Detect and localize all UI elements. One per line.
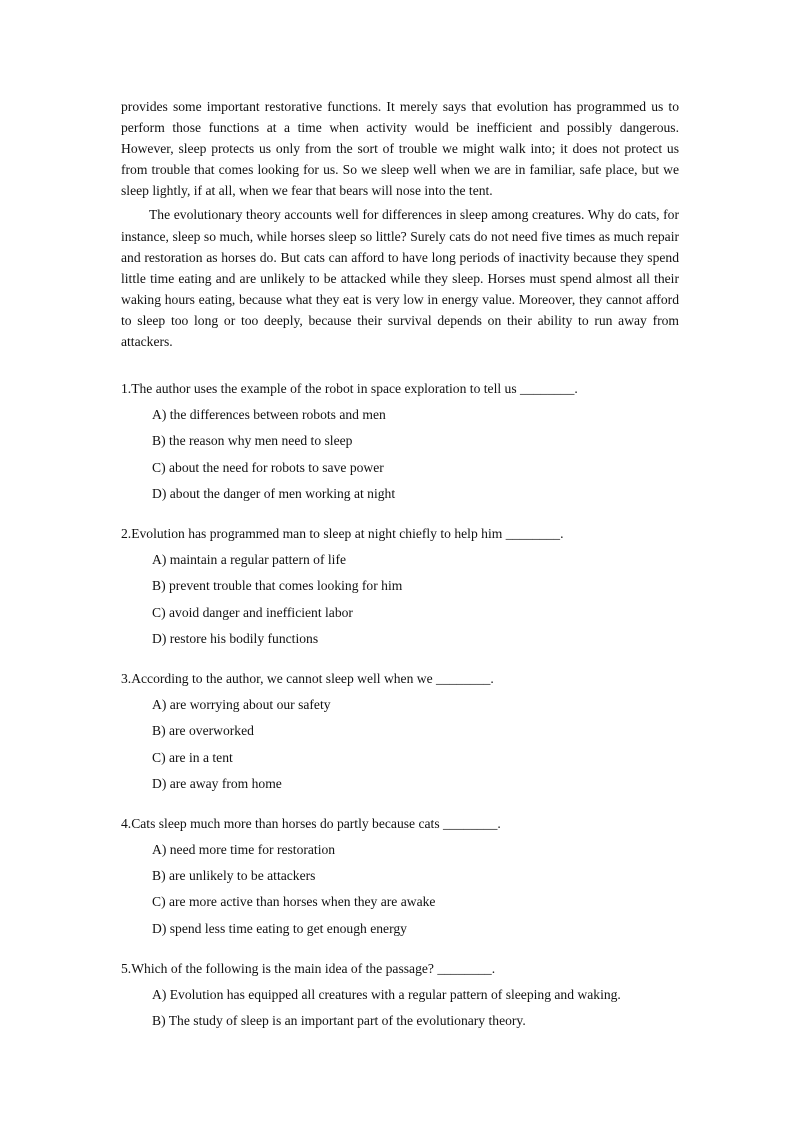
option-c: C) about the need for robots to save power [152, 459, 384, 475]
option-a: A) need more time for restoration [152, 841, 336, 857]
option-c: C) avoid danger and inefficient labor [152, 604, 353, 620]
option-d: D) are away from home [152, 775, 282, 791]
question-4 [121, 814, 679, 939]
question-5 [121, 959, 679, 1031]
passage-paragraph-1: provides some important restorative functions. It merely says that evolution has programmed us to perform those functions at a time when activity would be inefficient and possibly dangerous. However, sleep protects us only from the sort of trouble we might walk into; it does not protect us from trouble that comes looking for us. So we sleep well when we are in familiar, safe place, but we sleep lightly, if at all, when we fear that bears will nose into the tent. [121, 99, 679, 199]
option-list [121, 695, 679, 794]
option-b: B) are overworked [152, 723, 254, 739]
option-list [121, 840, 679, 939]
option-a: A) are worrying about our safety [152, 696, 331, 712]
document-page [121, 96, 679, 1051]
passage-paragraph-2: The evolutionary theory accounts well for differences in sleep among creatures. Why do cats, for instance, sleep so much, while horses sleep so little? Surely cats do not need five times as much repair and restoration as horses do. But cats can afford to have long periods of inactivity because they spend little time eating and are unlikely to be attacked while they sleep. Horses must spend almost all their waking hours eating, because what they eat is very low in energy value. Moreover, they cannot afford to sleep too long or too deeply, because their survival depends on their ability to run away from attackers. [121, 207, 679, 350]
question-stem: 2.Evolution has programmed man to sleep at night chiefly to help him ________. [121, 526, 564, 542]
option-b: B) The study of sleep is an important part of the evolutionary theory. [152, 1012, 526, 1028]
option-d: D) spend less time eating to get enough energy [152, 920, 407, 936]
option-b: B) the reason why men need to sleep [152, 433, 353, 449]
option-list [121, 550, 679, 649]
question-3 [121, 669, 679, 794]
option-list [121, 985, 679, 1031]
question-stem: 3.According to the author, we cannot sleep well when we ________. [121, 670, 494, 686]
question-stem: 4.Cats sleep much more than horses do partly because cats ________. [121, 815, 501, 831]
option-b: B) prevent trouble that comes looking for him [152, 578, 403, 594]
option-a: A) maintain a regular pattern of life [152, 552, 347, 568]
question-1 [121, 379, 679, 504]
question-2 [121, 524, 679, 649]
option-list [121, 405, 679, 504]
option-d: D) restore his bodily functions [152, 630, 319, 646]
option-c: C) are more active than horses when they are awake [152, 894, 436, 910]
question-stem: 5.Which of the following is the main idea of the passage? ________. [121, 960, 496, 976]
option-d: D) about the danger of men working at night [152, 486, 396, 502]
option-a: A) Evolution has equipped all creatures with a regular pattern of sleeping and waking. [152, 986, 621, 1002]
option-c: C) are in a tent [152, 749, 233, 765]
question-list [121, 379, 679, 1031]
question-stem: 1.The author uses the example of the robot in space exploration to tell us ________. [121, 381, 578, 397]
option-a: A) the differences between robots and men [152, 407, 386, 423]
option-b: B) are unlikely to be attackers [152, 868, 316, 884]
